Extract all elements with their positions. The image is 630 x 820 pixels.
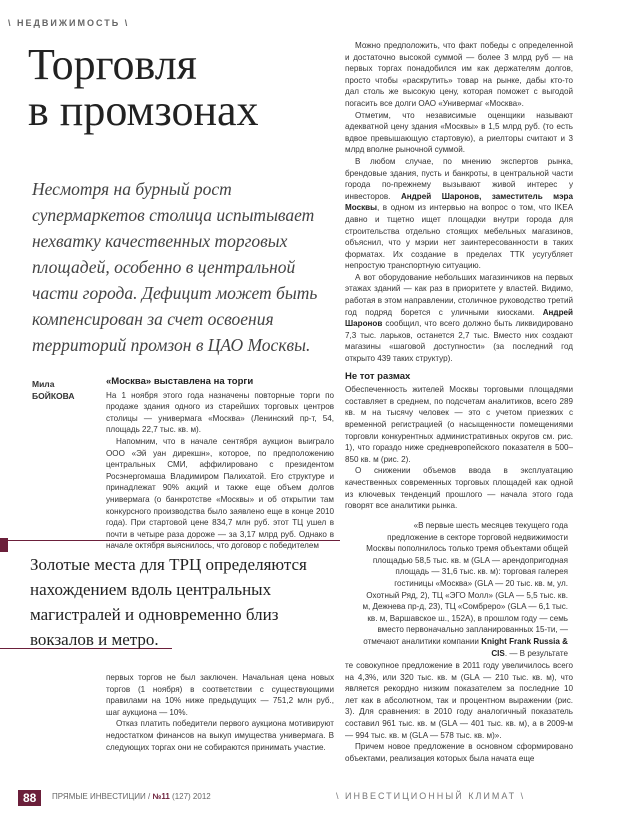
column-c — [345, 660, 573, 764]
section-label: \ НЕДВИЖИМОСТЬ \ — [8, 18, 130, 28]
magazine-footer — [52, 792, 211, 801]
column-a-paragraph: первых торгов не был заключен. Начальная цена новых торгов (1 ноября) в соответствии с существующими правилами на 10% ниже предыдущих — 751,2 млн руб., шаг аукциона — 10%. — [106, 673, 334, 717]
author-first-name: Мила — [32, 379, 55, 389]
page-number: 88 — [18, 790, 41, 806]
column-b — [345, 40, 573, 512]
author-byline — [32, 378, 92, 402]
pull-quote: Золотые места для ТРЦ определяются нахождением вдоль центральных магистралей и одновременно близ вокзалов и метро. — [30, 555, 307, 649]
column-b-paragraph: Можно предположить, что факт победы с определенной и достаточно высокой суммой — более 3 млрд руб — на первых торгах понадобился им как держателям долгов, просто чтобы «раскрутить» товар на рынке, дабы кто-то дал столь же высокую цену, которая поможет с выгодой погасить все долги ОАО «Универмаг «Москва». — [345, 41, 573, 108]
column-b-paragraph — [345, 272, 573, 365]
column-a-heading: «Москва» выставлена на торги — [106, 376, 254, 387]
issue-date: (127) 2012 — [169, 792, 211, 801]
author-last-name: БОЙКОВА — [32, 391, 75, 401]
title-line-2: в промзонах — [28, 86, 259, 135]
text-run: «В первые шесть месяцев текущего года предложение в секторе торговой недвижимости Москвы пополнилось только тремя объектами общей площадью 58,5 тыс. кв. м (GLA — арендопригодная площадь — 31,6 тыс. кв. м): торговая галерея гостиницы «Москва» (GLA — 20 тыс. кв. м, ул. Охотный Ряд, 2), ТЦ «ЭГО Молл» (GLA — 5,5 тыс. кв. м, Дежнева пр-д, 23), ТЦ «Сомбреро» (GLA — 6,1 тыс. кв. м, Варшавское ш., 152А), в прошлом году — семь вместо первоначально запланированных 15-ти, — отмечают аналитики компании — [362, 521, 568, 646]
text-run: А вот оборудование небольших магазинчиков на первых этажах зданий — как раз в приоритете у властей. Видимо, работая в этом направлении, столичное руководство третий год подряд борется с уличными киосками. — [345, 272, 573, 317]
column-a — [106, 376, 334, 552]
column-a-paragraph: Откaз платить победители первого аукциона мотивируют недостатком финансов на выкуп имущества универмага. В следующих торгах они не собираются принимать участие. — [106, 719, 334, 752]
column-b-paragraph: Обеспеченность жителей Москвы торговыми площадями составляет в среднем, по подсчетам аналитиков, всего 289 кв. м на тысячу человек — это с учетом приезжих с временной регистрацией (о насыщенности помещениями торговли конкурентных административных округов см. рис. 1), что гораздо ниже средневропейского показателя в 500–850 кв. м (рис. 2). — [345, 385, 573, 464]
column-c-paragraph: те совокупное предложение в 2011 году увеличилось всего на 4,3%, или 320 тыс. кв. м (GLA — 210 тыс. кв. м), что является рекордно низким показателем за последние 10 лет как в абсолютном, так и процентном выражении (рис. 3). Для сравнения: в 2010 году аналогичный показатель составил 961 тыс. кв. м (GLA — 401 тыс. кв. м), а в 2009-м — 994 тыс. кв. м (GLA — 578 тыс. кв. м)». — [345, 661, 573, 740]
issue-number: №11 — [152, 792, 170, 801]
column-b-heading: Не тот размах — [345, 370, 411, 382]
rubric-label: \ ИНВЕСТИЦИОННЫЙ КЛИМАТ \ — [336, 791, 526, 801]
column-b-paragraph — [345, 156, 573, 272]
person-name: Андрей Шаронов — [345, 307, 573, 329]
article-title — [28, 42, 328, 134]
column-c-paragraph: Причем новое предложение в основном сформировано объектами, реализация которых была начата еще — [345, 742, 573, 763]
column-b-paragraph: Отметим, что независимые оценщики называют адекватной цену здания «Москвы» в 1,5 млрд руб. (то есть вдвое превышающую стартовую), а риелторы считают и 3 млрд вполне рыночной суммой. — [345, 110, 573, 155]
magazine-name: ПРЯМЫЕ ИНВЕСТИЦИИ / — [52, 792, 153, 801]
column-a-paragraph: На 1 ноября этого года назначены повторные торги по продаже здания одного из старейших торговых центров столицы — универмага «Москва» (Ленинский пр-т, 54, площадь 22,7 тыс. кв. м). — [106, 390, 334, 435]
text-run: . — В результате — [504, 648, 568, 658]
company-name: Knight Frank Russia & CIS — [481, 636, 568, 658]
column-a-paragraph: Напомним, что в начале сентября аукцион выиграло ООО «Эй уан дирекшн», которое, по предположению центральных СМИ, аффилировано с президентом Росэнергомаша Владимиром Палихатой. Его структуре и принадлежат 90% акций и также еще объем долгов универмага (о банкротстве «Москвы» и об открытии там конкурсного производства было заявлено еще в конце 2010 года). При стартовой цене 834,7 млн руб. этот ТЦ ушел в почти в четыре раза дороже — за 3,17 млрд руб. Однако в начале октября выяснилось, что договор с победителем — [106, 436, 334, 551]
column-b-paragraph: О снижении объемов ввода в эксплуатацию качественных современных торговых площадей как одной из ключевых тенденций прошлого — начала этого года говорят все аналитики рынка. — [345, 466, 573, 511]
pull-quote-rule — [0, 648, 172, 649]
text-run: , в одном из интервью на вопрос о том, что IKEA давно и тщетно ищет площадки внутри города для строительства отдельно стоящих мебельных магазинов, объяснил, что у мэрии нет заинтересованности в таких форматах. Их создание в пределах ТТК усугубляет непростую транспортную ситуацию. — [345, 203, 573, 271]
person-name: Андрей Шаронов, заместитель мэра Москвы — [345, 191, 573, 213]
lead-paragraph: Несмотря на бурный рост супермаркетов столица испытывает нехватку качественных торговых площадей, особенно в центральной части города. Дефицит может быть компенсирован за счет освоения территорий промзон в ЦАО Москвы. — [32, 179, 318, 355]
title-line-1: Торговля — [28, 40, 197, 89]
column-a-continued — [106, 672, 334, 753]
text-run: В любом случае, по мнению экспертов рынка, брендовые здания, пусть и банкроты, в центральной части города по-прежнему вызывают живой интерес у инвесторов. — [345, 156, 573, 201]
text-run: сообщил, что всего должно быть ликвидировано 7,3 тыс. ларьков, останется 2,7 тыс. Вместо них создают магазины «шаговой доступности» (за последний год открыто 439 таких структур). — [345, 319, 573, 364]
analyst-quote — [362, 520, 568, 659]
